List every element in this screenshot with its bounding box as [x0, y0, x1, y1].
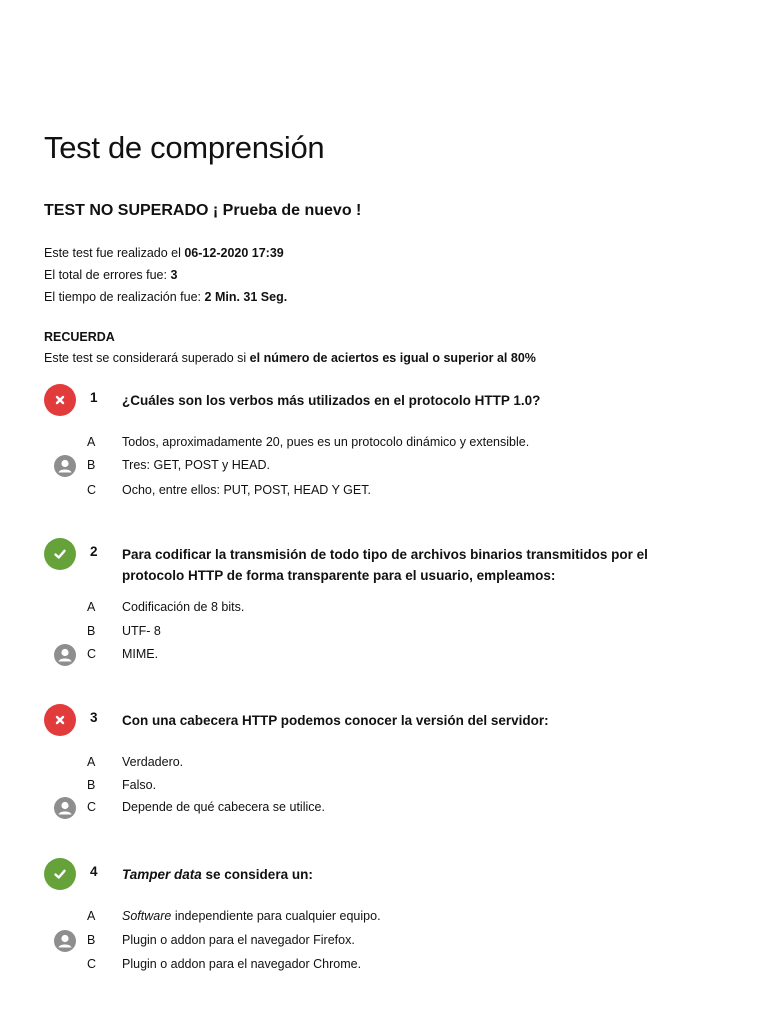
option-letter: C: [87, 483, 97, 497]
option-text: MIME.: [122, 647, 159, 661]
option-text: Plugin o addon para el navegador Firefox.: [122, 933, 355, 947]
result-heading: TEST NO SUPERADO ¡ Prueba de nuevo !: [44, 202, 362, 219]
question-text: ¿Cuáles son los verbos más utilizados en el protocolo HTTP 1.0?: [122, 393, 541, 408]
option-letter: B: [87, 624, 96, 638]
user-answer-icon: [54, 797, 76, 819]
recuerda-note: [44, 327, 536, 369]
answer-option-a: [0, 752, 768, 774]
option-letter: A: [87, 909, 96, 923]
correct-answer-icon: [44, 538, 76, 570]
time-line: El tiempo de realización fue: 2 Min. 31 Seg.: [44, 290, 288, 304]
question-number: 4: [90, 864, 98, 879]
option-letter: B: [87, 458, 96, 472]
option-text: Todos, aproximadamente 20, pues es un protocolo dinámico y extensible.: [122, 435, 530, 449]
option-text: UTF- 8: [122, 624, 161, 638]
option-text: Plugin o addon para el navegador Chrome.: [122, 957, 362, 971]
question-number: 3: [90, 710, 98, 725]
answer-option-b: [0, 775, 768, 797]
time-value: 2 Min. 31 Seg.: [204, 290, 288, 304]
option-letter: A: [87, 755, 96, 769]
answer-option-a: [0, 906, 768, 928]
option-letter: A: [87, 600, 96, 614]
wrong-answer-icon: [44, 384, 76, 416]
option-text: Software independiente para cualquier equipo.: [122, 909, 381, 923]
errors-value: 3: [170, 268, 178, 282]
user-answer-icon: [54, 644, 76, 666]
answer-option-b: [0, 930, 768, 952]
answer-option-b: [0, 455, 768, 477]
option-letter: C: [87, 800, 97, 814]
answer-option-a: [0, 432, 768, 454]
question-number: 2: [90, 544, 98, 559]
option-letter: A: [87, 435, 96, 449]
answer-option-c: [0, 644, 768, 666]
option-text: Verdadero.: [122, 755, 184, 769]
page-title: Test de comprensión: [44, 130, 325, 165]
option-text: Ocho, entre ellos: PUT, POST, HEAD Y GET.: [122, 483, 371, 497]
answer-option-c: [0, 954, 768, 976]
date-line: Este test fue realizado el 06-12-2020 17:39: [44, 246, 284, 260]
option-letter: B: [87, 778, 96, 792]
answer-option-b: [0, 621, 768, 643]
option-letter: C: [87, 647, 97, 661]
question-number: 1: [90, 390, 98, 405]
question-text: Para codificar la transmisión de todo tipo de archivos binarios transmitidos por el protocolo HTTP de forma transparente para el usuario, empleamos:: [122, 547, 648, 583]
option-letter: B: [87, 933, 96, 947]
option-text: Falso.: [122, 778, 157, 792]
question-text: Tamper data se considera un:: [122, 867, 313, 882]
wrong-answer-icon: [44, 704, 76, 736]
errors-line: El total de errores fue: 3: [44, 268, 178, 282]
answer-option-c: [0, 797, 768, 819]
option-text: Tres: GET, POST y HEAD.: [122, 458, 270, 472]
date-value: 06-12-2020 17:39: [184, 246, 284, 260]
question-text: Con una cabecera HTTP podemos conocer la versión del servidor:: [122, 713, 549, 728]
user-answer-icon: [54, 930, 76, 952]
answer-option-c: [0, 480, 768, 502]
option-letter: C: [87, 957, 97, 971]
answer-option-a: [0, 597, 768, 619]
recuerda-text: Este test se considerará superado si el número de aciertos es igual o superior al 80%: [44, 351, 536, 365]
option-text: Codificación de 8 bits.: [122, 600, 245, 614]
correct-answer-icon: [44, 858, 76, 890]
user-answer-icon: [54, 455, 76, 477]
test-info: [44, 242, 287, 308]
option-text: Depende de qué cabecera se utilice.: [122, 800, 325, 814]
recuerda-heading: RECUERDA: [44, 330, 115, 344]
